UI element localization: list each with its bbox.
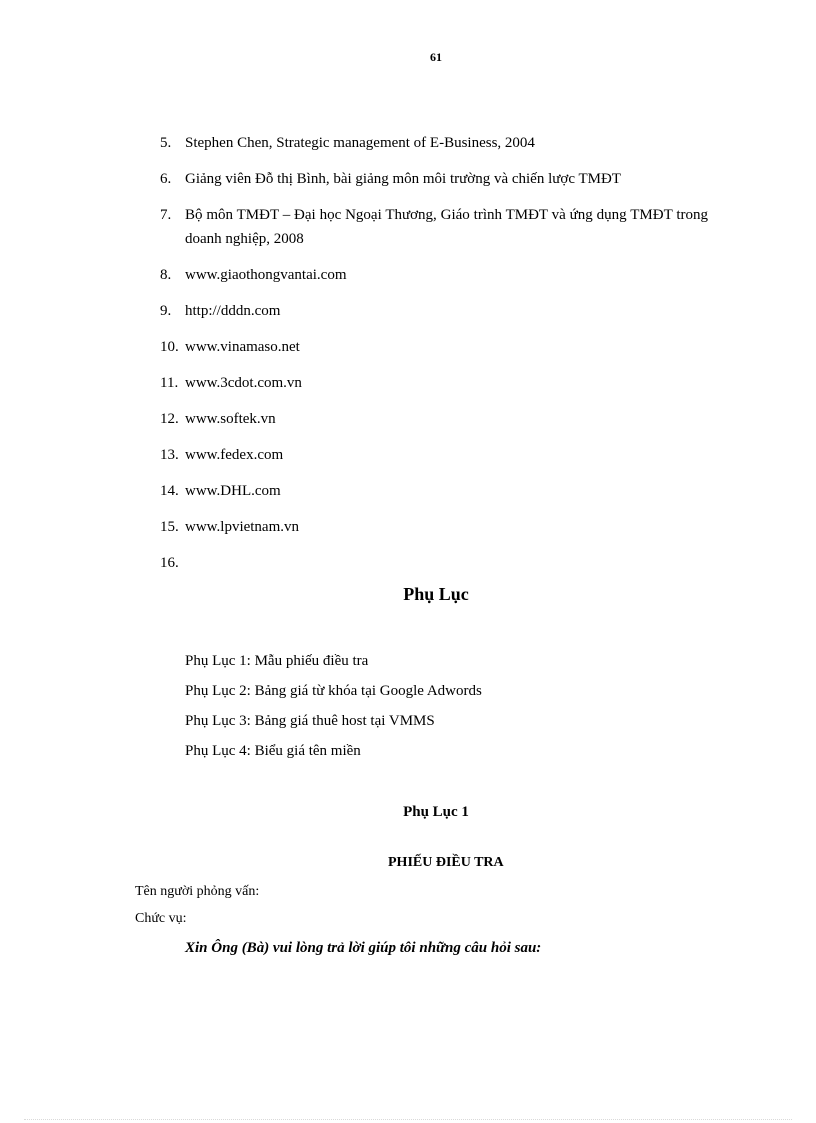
- reference-number: 9.: [160, 303, 172, 319]
- reference-link[interactable]: www.lpvietnam.vn: [185, 519, 300, 535]
- appendix-title: Phụ Lục: [403, 584, 469, 604]
- reference-link[interactable]: www.fedex.com: [185, 447, 284, 463]
- reference-number: 7.: [160, 207, 172, 223]
- reference-number: 13.: [160, 447, 179, 463]
- reference-number: 15.: [160, 519, 179, 535]
- appendix-1-title: Phụ Lục 1: [403, 804, 469, 820]
- appendix-list: [185, 646, 482, 766]
- reference-link[interactable]: www.3cdot.com.vn: [185, 375, 302, 391]
- reference-item: [160, 131, 708, 155]
- reference-number: 16.: [160, 555, 179, 571]
- reference-item: [160, 263, 708, 287]
- reference-item: [160, 407, 708, 431]
- interviewee-label: Tên người phỏng vấn:: [135, 884, 260, 899]
- appendix-item: Phụ Lục 1: Mẫu phiếu điều tra: [185, 653, 369, 669]
- survey-instruction: Xin Ông (Bà) vui lòng trả lời giúp tôi những câu hỏi sau:: [185, 940, 542, 956]
- reference-number: 5.: [160, 135, 172, 151]
- reference-item: [160, 515, 708, 539]
- appendix-item: Phụ Lục 4: Biểu giá tên miền: [185, 743, 361, 759]
- page-number: 61: [430, 50, 442, 64]
- reference-link[interactable]: http://dddn.com: [185, 303, 281, 319]
- appendix-item: Phụ Lục 3: Bảng giá thuê host tại VMMS: [185, 713, 435, 729]
- reference-text: Bộ môn TMĐT – Đại học Ngoại Thương, Giáo trình TMĐT và ứng dụng TMĐT trong doanh nghiệp, 2008: [185, 207, 708, 247]
- appendix-item: Phụ Lục 2: Bảng giá từ khóa tại Google Adwords: [185, 683, 482, 699]
- reference-item: [160, 167, 708, 191]
- reference-number: 6.: [160, 171, 172, 187]
- reference-item: [160, 479, 708, 503]
- page-bottom-divider: [24, 1119, 792, 1120]
- reference-item: [160, 299, 708, 323]
- reference-number: 11.: [160, 375, 179, 391]
- reference-list: [160, 131, 708, 571]
- reference-text: Giảng viên Đỗ thị Bình, bài giảng môn môi trường và chiến lược TMĐT: [185, 171, 621, 187]
- survey-title: PHIẾU ĐIỀU TRA: [388, 855, 504, 870]
- position-label: Chức vụ:: [135, 911, 187, 926]
- reference-link[interactable]: www.vinamaso.net: [185, 339, 300, 355]
- reference-number: 14.: [160, 483, 179, 499]
- reference-item: [160, 443, 708, 467]
- reference-item: [160, 335, 708, 359]
- reference-link[interactable]: www.giaothongvantai.com: [185, 267, 347, 283]
- reference-number: 12.: [160, 411, 179, 427]
- reference-number: 8.: [160, 267, 172, 283]
- reference-number: 10.: [160, 339, 179, 355]
- reference-item: [160, 203, 708, 251]
- reference-link[interactable]: www.softek.vn: [185, 411, 276, 427]
- reference-item: [160, 371, 708, 395]
- reference-text: Stephen Chen, Strategic management of E-Business, 2004: [185, 135, 535, 151]
- reference-link[interactable]: www.DHL.com: [185, 483, 281, 499]
